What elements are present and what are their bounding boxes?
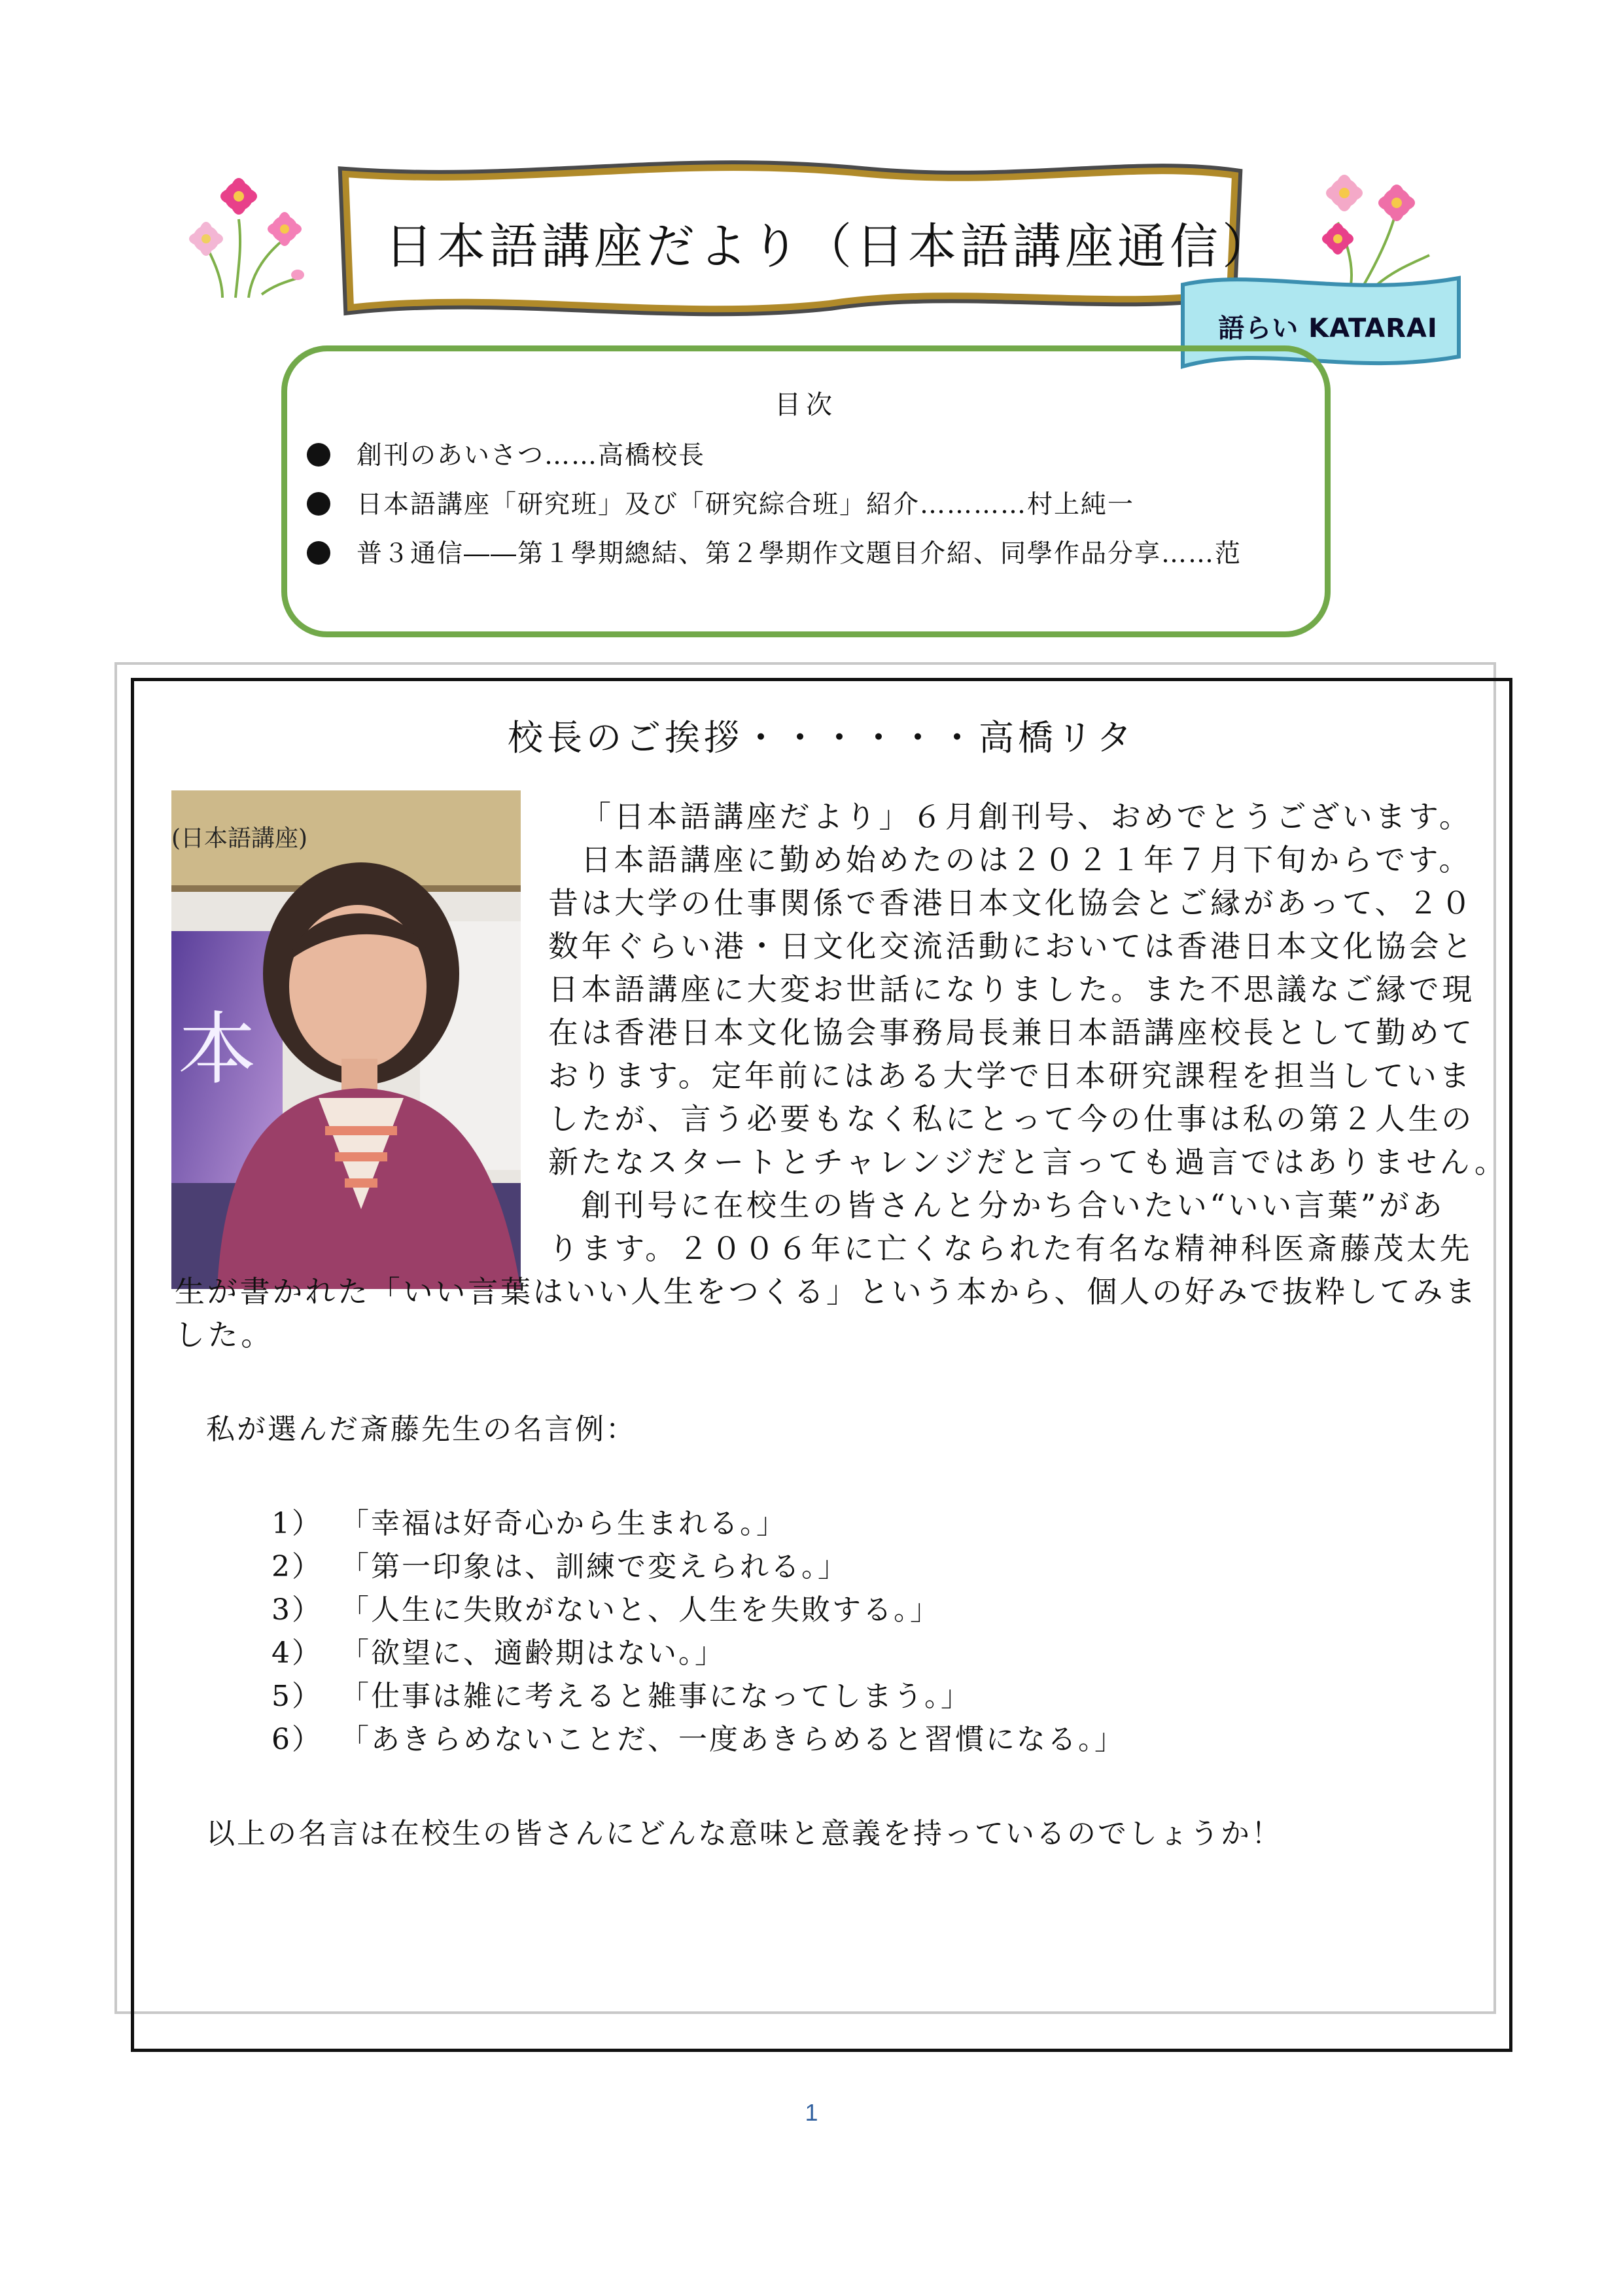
principal-photo: [171, 790, 521, 1289]
body-line: 日本語講座に大変お世話になりました。また不思議なご縁で現: [548, 972, 1475, 1007]
toc-item: 日本語講座「研究班」及び「研究綜合班」紹介…………村上純一: [307, 484, 1134, 521]
title-banner: [332, 156, 1274, 326]
body-line: 新たなスタートとチャレンジだと言っても過言ではありません。: [548, 1144, 1508, 1180]
toc-item: 創刊のあいさつ……高橋校長: [307, 435, 705, 472]
quote-item: 5） 「仕事は雑に考えると雑事になってしまう。」: [271, 1680, 971, 1713]
body-line: 在は香港日本文化協会事務局長兼日本語講座校長として勤めて: [548, 1015, 1475, 1050]
greeting-title: 校長のご挨拶・・・・・・高橋リタ: [508, 717, 1136, 758]
body-line: 生が書かれた「いい言葉はいい人生をつくる」という本から、個人の好みで抜粋してみま: [175, 1274, 1478, 1309]
closing-text: 以上の名言は在校生の皆さんにどんな意味と意義を持っているのでしょうか！: [206, 1817, 1282, 1850]
body-line: おります。定年前にはある大学で日本研究課程を担当していま: [548, 1058, 1473, 1093]
body-line: 昔は大学の仕事関係で香港日本文化協会とご縁があって、２０: [548, 885, 1475, 921]
quote-item: 2） 「第一印象は、訓練で変えられる。」: [271, 1550, 848, 1583]
body-line: した。: [175, 1317, 274, 1352]
toc-item: 普３通信――第１學期總結、第２學期作文題目介紹、同學作品分享……范: [307, 533, 1242, 570]
bullet-icon: [307, 492, 330, 516]
body-line: 「日本語講座だより」６月創刊号、おめでとうございます。: [581, 799, 1473, 834]
body-line: ります。２００６年に亡くなられた有名な精神科医斎藤茂太先: [548, 1231, 1473, 1266]
toc-title: 目次: [775, 390, 837, 420]
bullet-icon: [307, 541, 330, 565]
cosmos-flower-right-image: [1299, 164, 1442, 288]
page-number: 1: [805, 2099, 818, 2126]
page-title: 日本語講座だより（日本語講座通信）: [385, 219, 1274, 275]
cosmos-flower-left-image: [177, 167, 321, 304]
katarai-logo-text: 語らい KATARAI: [1218, 313, 1438, 344]
bullet-icon: [307, 443, 330, 467]
photo-sign-text: (日本語講座): [171, 825, 308, 852]
photo-poster-text: 本: [178, 1004, 256, 1095]
quote-item: 6） 「あきらめないことだ、一度あきらめると習慣になる。」: [271, 1723, 1125, 1756]
body-line: 創刊号に在校生の皆さんと分かち合いたい“いい言葉”があ: [581, 1188, 1446, 1223]
quote-item: 3） 「人生に失敗がないと、人生を失敗する。」: [271, 1593, 941, 1627]
quote-item: 4） 「欲望に、適齢期はない。」: [271, 1636, 725, 1670]
quote-item: 1） 「幸福は好奇心から生まれる。」: [271, 1507, 787, 1540]
table-of-contents: [281, 345, 1331, 637]
body-line: したが、言う必要もなく私にとって今の仕事は私の第２人生の: [548, 1101, 1475, 1137]
examples-heading: 私が選んだ斎藤先生の名言例：: [206, 1413, 637, 1446]
body-line: 日本語講座に勤め始めたのは２０２１年７月下旬からです。: [581, 842, 1473, 877]
body-line: 数年ぐらい港・日文化交流活動においては香港日本文化協会と: [548, 928, 1475, 964]
